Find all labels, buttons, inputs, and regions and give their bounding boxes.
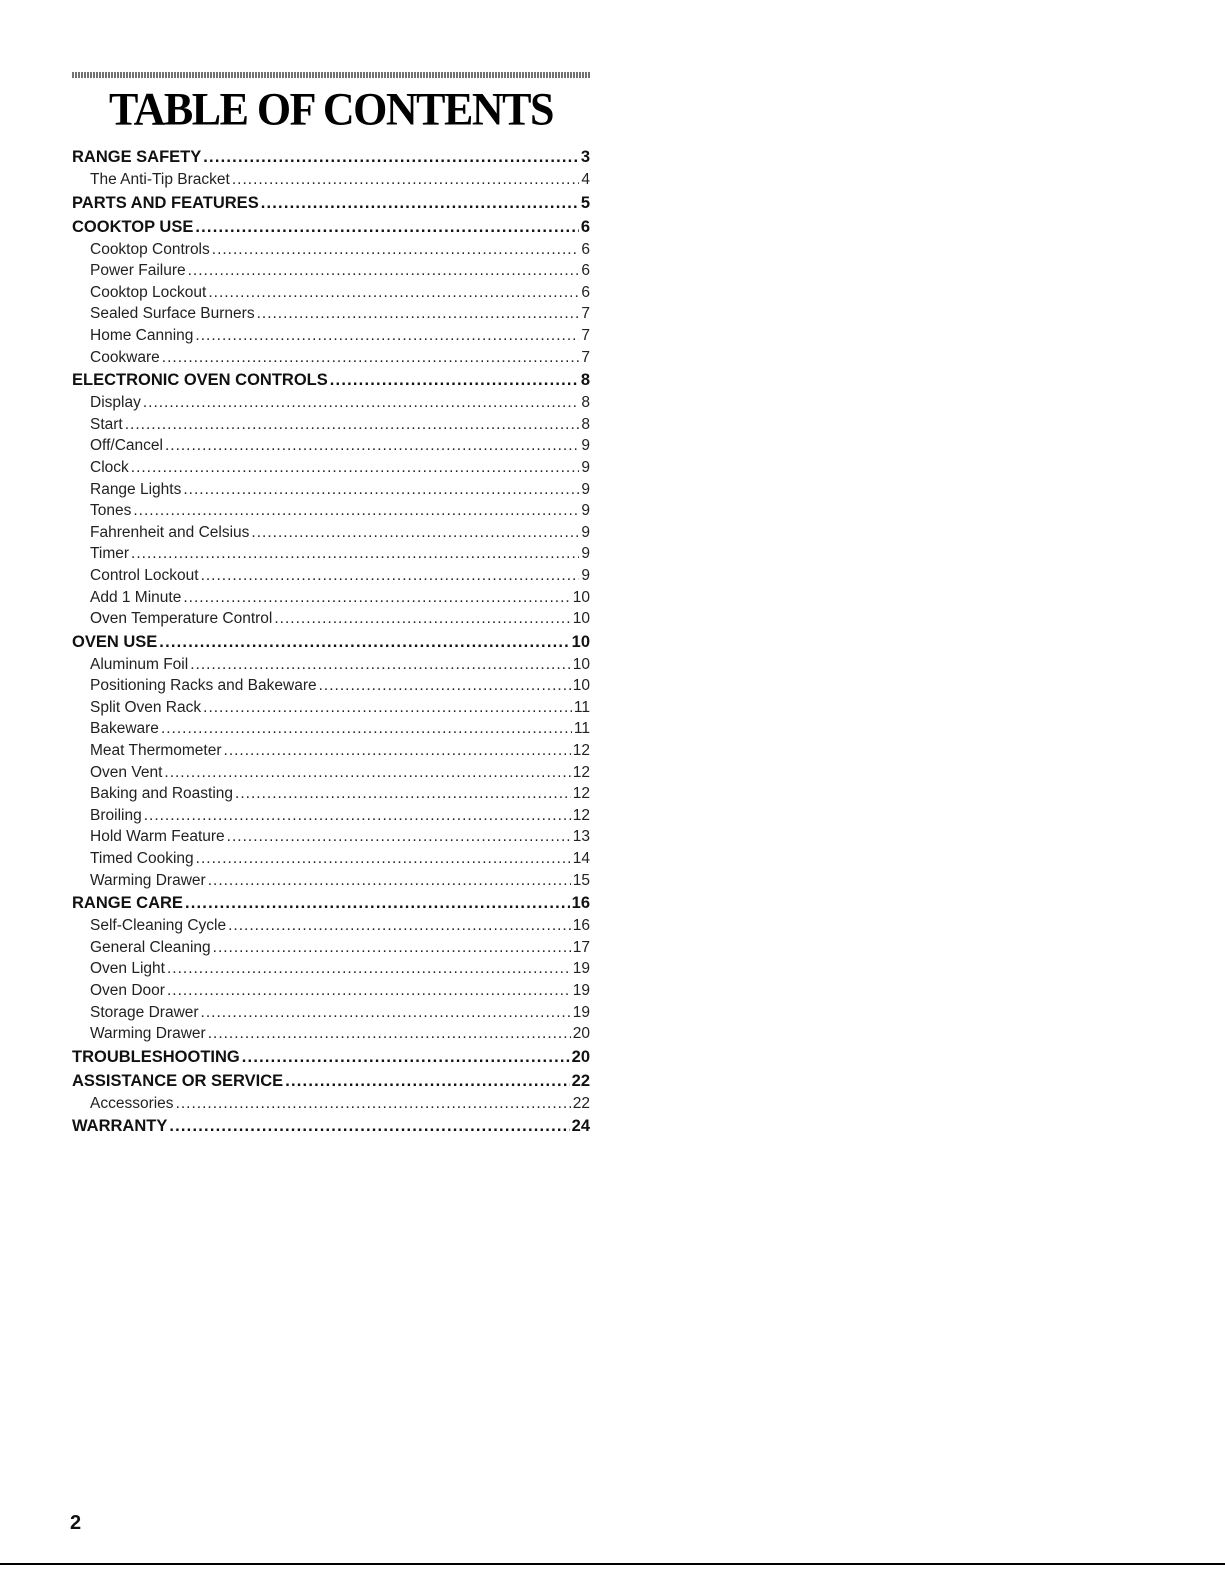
toc-subsection-entry xyxy=(72,414,590,436)
toc-subsection-entry xyxy=(72,675,590,697)
toc-entry-page: 14 xyxy=(572,850,590,868)
toc-subsection-entry xyxy=(72,826,590,848)
toc-entry-label: Cooktop Controls xyxy=(90,240,210,258)
page-number: 2 xyxy=(70,1512,82,1534)
toc-entry-page: 10 xyxy=(572,677,590,695)
dot-leader xyxy=(212,239,580,261)
toc-entry-label: ELECTRONIC OVEN CONTROLS xyxy=(72,371,328,390)
dot-leader xyxy=(195,215,578,239)
toc-entry-label: RANGE CARE xyxy=(72,894,183,913)
toc-subsection-entry xyxy=(72,958,590,980)
toc-entry-label: The Anti-Tip Bracket xyxy=(90,171,230,188)
toc-subsection-entry xyxy=(72,1002,590,1024)
toc-subsection-entry xyxy=(72,980,590,1002)
dot-leader xyxy=(224,740,571,762)
toc-subsection-entry xyxy=(72,169,590,191)
toc-entry-label: TROUBLESHOOTING xyxy=(72,1047,240,1066)
toc-entry-page: 22 xyxy=(572,1094,590,1112)
toc-subsection-entry xyxy=(72,565,590,587)
dot-leader xyxy=(330,368,579,392)
toc-subsection-entry xyxy=(72,479,590,501)
dot-leader xyxy=(144,805,571,827)
dot-leader xyxy=(159,630,569,654)
toc-entry-label: Power Failure xyxy=(90,262,186,280)
toc-entry-page: 9 xyxy=(581,545,590,563)
toc-subsection-entry xyxy=(72,608,590,630)
dot-leader xyxy=(162,347,580,369)
toc-entry-page: 15 xyxy=(572,871,590,889)
dot-leader xyxy=(201,1002,571,1024)
toc-section-entry xyxy=(72,145,590,169)
toc-entry-label: Control Lockout xyxy=(90,566,199,584)
toc-entry-page: 13 xyxy=(572,828,590,846)
toc-subsection-entry xyxy=(72,260,590,282)
toc-subsection-entry xyxy=(72,783,590,805)
toc-entry-label: Timer xyxy=(90,545,130,563)
dot-leader xyxy=(274,608,570,630)
toc-subsection-entry xyxy=(72,740,590,762)
dot-leader xyxy=(227,826,571,848)
dot-leader xyxy=(196,848,571,870)
toc-entry-label: Hold Warm Feature xyxy=(90,828,225,846)
toc-section-entry xyxy=(72,191,590,215)
toc-entry-page: 8 xyxy=(580,371,590,390)
toc-entry-page: 6 xyxy=(581,262,590,280)
toc-entry-page: 10 xyxy=(572,610,590,628)
dot-leader xyxy=(125,414,580,436)
dot-leader xyxy=(203,145,579,169)
toc-subsection-entry xyxy=(72,457,590,479)
toc-entry-page: 3 xyxy=(580,148,590,166)
toc-entry-label: Fahrenheit and Celsius xyxy=(90,523,250,541)
toc-subsection-entry xyxy=(72,870,590,892)
toc-entry-label: Oven Light xyxy=(90,960,165,978)
toc-section-entry xyxy=(72,630,590,654)
toc-entry-label: Split Oven Rack xyxy=(90,698,202,716)
toc-entry-page: 9 xyxy=(581,566,590,584)
toc-section-entry xyxy=(72,891,590,915)
dot-leader xyxy=(190,654,571,676)
toc-entry-label: Meat Thermometer xyxy=(90,742,222,760)
toc-entry-page: 7 xyxy=(581,348,590,366)
toc-entry-label: WARRANTY xyxy=(72,1117,168,1136)
toc-entry-label: Display xyxy=(90,394,141,412)
toc-entry-label: Home Canning xyxy=(90,326,194,344)
toc-entry-page: 11 xyxy=(573,720,590,738)
dot-leader xyxy=(228,915,571,937)
toc-entry-page: 9 xyxy=(581,437,590,455)
toc-subsection-entry xyxy=(72,1023,590,1045)
dot-leader xyxy=(183,479,579,501)
toc-entry-label: Sealed Surface Burners xyxy=(90,305,255,323)
toc-entry-label: Self-Cleaning Cycle xyxy=(90,917,227,935)
toc-entry-label: Timed Cooking xyxy=(90,850,194,868)
toc-subsection-entry xyxy=(72,543,590,565)
toc-entry-page: 12 xyxy=(572,806,590,824)
toc-entry-page: 10 xyxy=(572,655,590,673)
dot-leader xyxy=(208,1023,571,1045)
toc-entry-label: Start xyxy=(90,415,123,433)
toc-entry-label: Accessories xyxy=(90,1094,174,1112)
toc-section-entry xyxy=(72,1114,590,1138)
dot-leader xyxy=(167,980,571,1002)
toc-entry-label: Range Lights xyxy=(90,480,182,498)
dot-leader xyxy=(285,1069,569,1093)
toc-subsection-entry xyxy=(72,500,590,522)
toc-entry-label: PARTS AND FEATURES xyxy=(72,193,259,212)
toc-entry-page: 19 xyxy=(572,960,590,978)
toc-entry-page: 22 xyxy=(571,1071,590,1090)
toc-entry-label: Oven Temperature Control xyxy=(90,610,273,628)
toc-entry-page: 9 xyxy=(581,523,590,541)
dot-leader xyxy=(188,260,580,282)
toc-entry-label: OVEN USE xyxy=(72,632,158,651)
toc-entry-label: Clock xyxy=(90,458,129,476)
toc-subsection-entry xyxy=(72,915,590,937)
dot-leader xyxy=(195,325,579,347)
toc-subsection-entry xyxy=(72,282,590,304)
page-title: TABLE OF CONTENTS xyxy=(109,83,553,136)
toc-entry-label: Positioning Racks and Bakeware xyxy=(90,677,317,695)
toc-subsection-entry xyxy=(72,392,590,414)
toc-entry-page: 5 xyxy=(580,193,590,212)
toc-subsection-entry xyxy=(72,654,590,676)
toc-entry-page: 9 xyxy=(581,502,590,520)
table-of-contents xyxy=(72,145,590,1138)
toc-subsection-entry xyxy=(72,587,590,609)
toc-section-entry xyxy=(72,1045,590,1069)
dot-leader xyxy=(143,392,580,414)
toc-entry-page: 20 xyxy=(572,1025,590,1043)
toc-entry-page: 7 xyxy=(581,326,590,344)
bottom-rule xyxy=(0,1563,1225,1565)
dot-leader xyxy=(167,958,571,980)
toc-subsection-entry xyxy=(72,848,590,870)
dot-leader xyxy=(169,1114,569,1138)
toc-entry-label: Baking and Roasting xyxy=(90,785,234,803)
toc-entry-page: 17 xyxy=(572,938,590,956)
toc-entry-label: Add 1 Minute xyxy=(90,588,182,606)
toc-entry-page: 6 xyxy=(581,283,590,301)
toc-subsection-entry xyxy=(72,718,590,740)
toc-subsection-entry xyxy=(72,325,590,347)
dot-leader xyxy=(213,937,571,959)
toc-subsection-entry xyxy=(72,697,590,719)
toc-entry-label: COOKTOP USE xyxy=(72,217,194,236)
toc-entry-page: 7 xyxy=(581,305,590,323)
dot-leader xyxy=(208,282,579,304)
toc-subsection-entry xyxy=(72,805,590,827)
toc-entry-page: 12 xyxy=(572,742,590,760)
toc-entry-page: 11 xyxy=(573,698,590,716)
toc-entry-page: 12 xyxy=(572,785,590,803)
toc-entry-page: 8 xyxy=(581,415,590,433)
toc-entry-label: Warming Drawer xyxy=(90,1025,206,1043)
toc-entry-label: Broiling xyxy=(90,806,142,824)
toc-entry-label: Bakeware xyxy=(90,720,159,738)
toc-entry-label: Cookware xyxy=(90,348,160,366)
toc-subsection-entry xyxy=(72,347,590,369)
toc-entry-label: Aluminum Foil xyxy=(90,655,189,673)
dot-leader xyxy=(232,169,580,191)
toc-subsection-entry xyxy=(72,1093,590,1115)
toc-entry-label: Tones xyxy=(90,502,132,520)
toc-entry-label: Cooktop Lockout xyxy=(90,283,207,301)
toc-entry-page: 4 xyxy=(581,171,590,188)
toc-entry-page: 9 xyxy=(581,480,590,498)
toc-entry-page: 16 xyxy=(572,917,590,935)
toc-subsection-entry xyxy=(72,435,590,457)
toc-entry-page: 19 xyxy=(572,982,590,999)
toc-subsection-entry xyxy=(72,239,590,261)
toc-subsection-entry xyxy=(72,762,590,784)
dot-leader xyxy=(235,783,571,805)
toc-entry-page: 16 xyxy=(571,894,590,913)
toc-entry-page: 10 xyxy=(571,632,590,651)
dot-leader xyxy=(242,1045,570,1069)
top-dotted-rule xyxy=(72,72,590,78)
toc-entry-page: 20 xyxy=(571,1047,590,1066)
toc-entry-page: 10 xyxy=(572,588,590,606)
toc-section-entry xyxy=(72,215,590,239)
dot-leader xyxy=(161,718,572,740)
toc-entry-page: 24 xyxy=(571,1117,590,1136)
dot-leader xyxy=(201,565,580,587)
toc-subsection-entry xyxy=(72,522,590,544)
toc-entry-page: 8 xyxy=(581,394,590,412)
dot-leader xyxy=(165,435,579,457)
dot-leader xyxy=(131,457,580,479)
toc-section-entry xyxy=(72,368,590,392)
toc-entry-label: ASSISTANCE OR SERVICE xyxy=(72,1071,284,1090)
toc-entry-page: 6 xyxy=(580,217,590,236)
dot-leader xyxy=(203,697,572,719)
toc-entry-page: 12 xyxy=(572,763,590,781)
dot-leader xyxy=(208,870,571,892)
toc-entry-label: Storage Drawer xyxy=(90,1003,199,1021)
toc-entry-page: 19 xyxy=(572,1003,590,1021)
dot-leader xyxy=(131,543,579,565)
toc-entry-label: RANGE SAFETY xyxy=(72,148,202,166)
toc-entry-label: General Cleaning xyxy=(90,938,211,956)
toc-entry-page: 9 xyxy=(581,458,590,476)
toc-subsection-entry xyxy=(72,937,590,959)
toc-subsection-entry xyxy=(72,303,590,325)
toc-entry-page: 6 xyxy=(581,240,590,258)
dot-leader xyxy=(183,587,570,609)
toc-entry-label: Warming Drawer xyxy=(90,871,206,889)
toc-entry-label: Oven Vent xyxy=(90,763,163,781)
dot-leader xyxy=(176,1093,571,1115)
toc-entry-label: Oven Door xyxy=(90,982,165,999)
dot-leader xyxy=(251,522,579,544)
dot-leader xyxy=(257,303,580,325)
dot-leader xyxy=(164,762,570,784)
dot-leader xyxy=(261,191,579,215)
toc-section-entry xyxy=(72,1069,590,1093)
dot-leader xyxy=(319,675,571,697)
toc-entry-label: Off/Cancel xyxy=(90,437,163,455)
dot-leader xyxy=(133,500,579,522)
dot-leader xyxy=(185,891,570,915)
